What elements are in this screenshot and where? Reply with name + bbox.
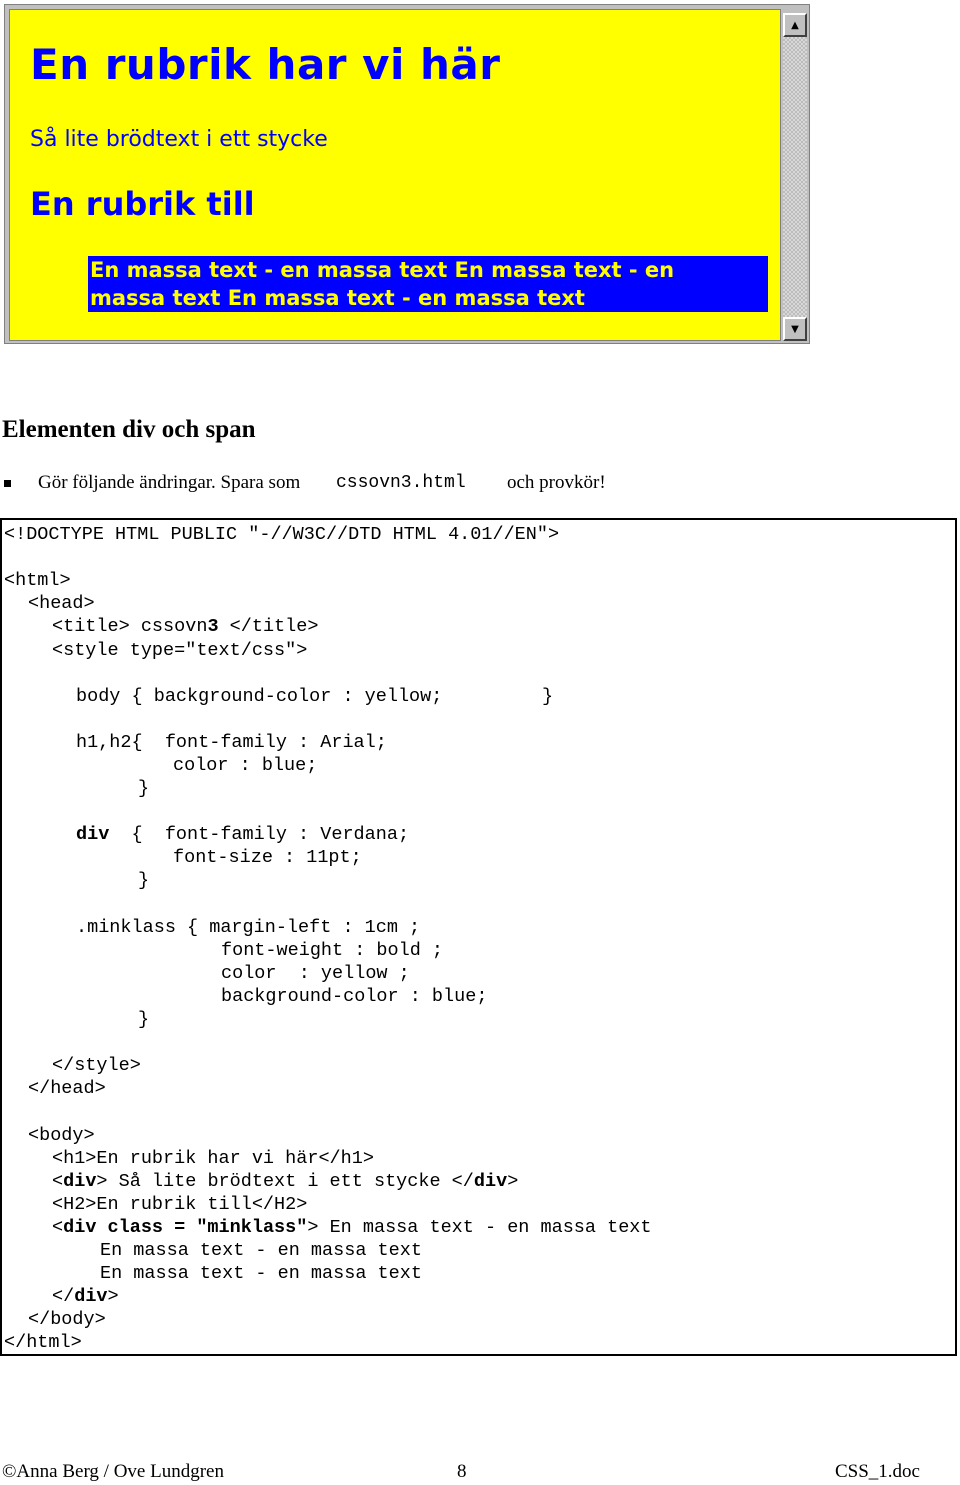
- code-token: div: [74, 1286, 108, 1307]
- code-line: }: [138, 1009, 150, 1030]
- code-line: <h1>En rubrik har vi här</h1>: [52, 1148, 374, 1169]
- code-token: <title> cssovn: [52, 616, 208, 637]
- code-token: 3: [207, 616, 219, 637]
- footer-filename: CSS_1.doc: [835, 1461, 920, 1482]
- code-token: > Så lite brödtext i ett stycke </: [96, 1171, 474, 1192]
- code-token: div class = "minklass": [63, 1217, 308, 1238]
- code-line: <style type="text/css">: [52, 640, 308, 661]
- code-token: </: [52, 1286, 75, 1307]
- code-token: > En massa text - en massa text: [307, 1217, 652, 1238]
- code-line: font-weight : bold ;: [221, 940, 444, 961]
- code-line: <!DOCTYPE HTML PUBLIC "-//W3C//DTD HTML 4.01//EN">: [4, 524, 560, 545]
- instruction-text-end: och provkör!: [507, 472, 606, 493]
- code-line: background-color : blue;: [221, 986, 488, 1007]
- preview-minklass-box: [88, 256, 768, 312]
- code-line: </head>: [28, 1078, 106, 1099]
- preview-box-line: massa text En massa text - en massa text: [90, 286, 585, 310]
- code-line: </html>: [4, 1332, 82, 1353]
- code-line: En massa text - en massa text: [100, 1240, 422, 1261]
- code-token: >: [507, 1171, 519, 1192]
- code-line: En massa text - en massa text: [100, 1263, 422, 1284]
- code-line: </body>: [28, 1309, 106, 1330]
- code-token: div: [473, 1171, 508, 1192]
- instruction-filename: cssovn3.html: [336, 473, 466, 493]
- code-token: >: [107, 1286, 119, 1307]
- section-heading: Elementen div och span: [2, 416, 256, 443]
- code-line: }: [542, 686, 554, 707]
- arrow-up-icon: ▲: [791, 19, 799, 31]
- arrow-down-icon: ▼: [791, 323, 799, 335]
- code-line: </style>: [52, 1055, 141, 1076]
- code-token: div: [63, 1171, 97, 1192]
- code-line: color : yellow ;: [221, 963, 410, 984]
- browser-viewport: [9, 9, 781, 341]
- preview-h1: En rubrik har vi här: [30, 40, 501, 89]
- preview-box-line: En massa text - en massa text En massa text - en: [90, 258, 675, 282]
- code-line: font-size : 11pt;: [173, 847, 362, 868]
- code-token: { font-family : Verdana;: [109, 824, 410, 845]
- footer-page-number: 8: [457, 1461, 467, 1482]
- code-token: </title>: [218, 616, 319, 637]
- browser-screenshot: [4, 4, 810, 344]
- code-token: <: [52, 1171, 64, 1192]
- vertical-scrollbar[interactable]: [783, 13, 807, 341]
- horizontal-scrollbar-strip: [395, 341, 495, 344]
- code-listing: [0, 518, 957, 1356]
- scroll-down-button[interactable]: [783, 317, 807, 341]
- code-line: .minklass { margin-left : 1cm ;: [76, 917, 421, 938]
- preview-paragraph: Så lite brödtext i ett stycke: [30, 127, 328, 152]
- code-line: h1,h2{ font-family : Arial;: [76, 732, 387, 753]
- code-token: <: [52, 1217, 64, 1238]
- code-line: }: [138, 870, 150, 891]
- code-line: [52, 1171, 518, 1193]
- instruction-text: Gör följande ändringar. Spara som: [38, 472, 301, 493]
- code-line: [76, 824, 409, 846]
- code-line: <body>: [28, 1125, 95, 1146]
- code-line: <head>: [28, 593, 95, 614]
- code-line: }: [138, 778, 150, 799]
- scroll-up-button[interactable]: [783, 13, 807, 37]
- code-line: <html>: [4, 570, 71, 591]
- code-line: <H2>En rubrik till</H2>: [52, 1194, 308, 1215]
- footer-authors: ©Anna Berg / Ove Lundgren: [2, 1461, 224, 1482]
- code-line: [52, 1217, 652, 1239]
- square-bullet-icon: [4, 480, 11, 487]
- instruction-bullet: [0, 472, 700, 498]
- code-line: [52, 616, 318, 638]
- code-line: [52, 1286, 119, 1308]
- code-line: color : blue;: [173, 755, 318, 776]
- preview-h2: En rubrik till: [30, 185, 255, 223]
- code-line: body { background-color : yellow;: [76, 686, 443, 707]
- code-token: div: [76, 824, 110, 845]
